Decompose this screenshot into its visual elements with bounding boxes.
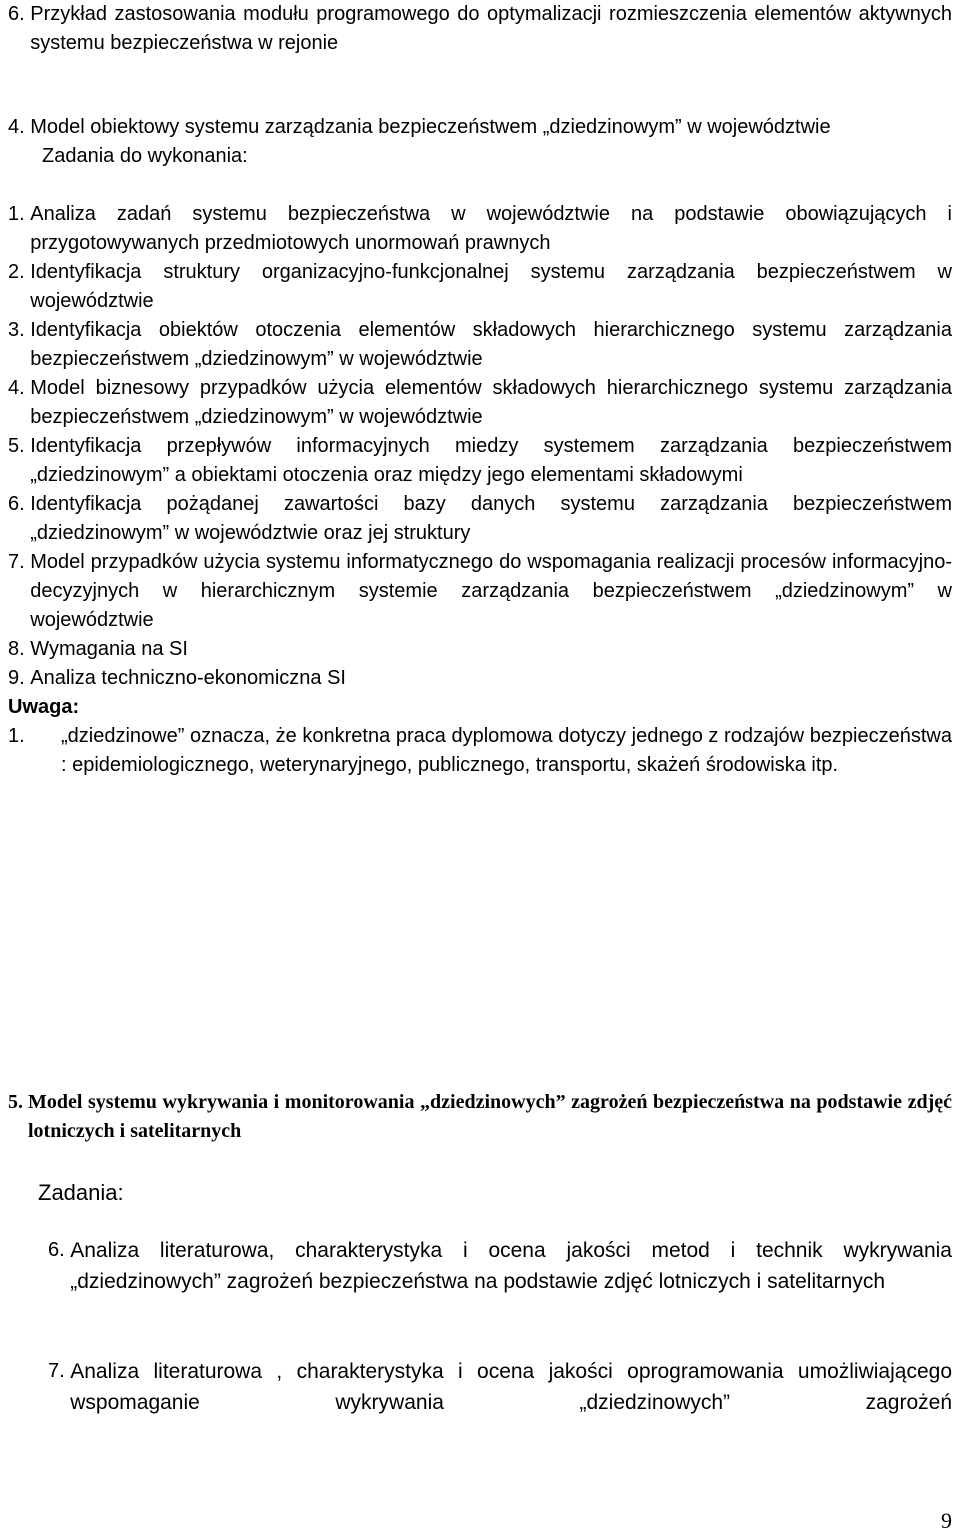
- item-number: 6.: [8, 493, 31, 515]
- list-item: [0, 432, 952, 490]
- section-number: 5.: [8, 1091, 28, 1113]
- item-text: Identyfikacja struktury organizacyjno-funkcjonalnej systemu zarządzania bezpieczeństwem w województwie: [30, 261, 952, 312]
- list-item: [0, 1235, 952, 1297]
- section-number: 6.: [8, 3, 31, 25]
- note-heading: Uwaga:: [8, 696, 80, 718]
- item-text: Identyfikacja przepływów informacyjnych miedzy systemem zarządzania bezpieczeństwem „dziedzinowym” a obiektami otoczenia oraz między jego elementami składowymi: [30, 435, 952, 486]
- list-item: [0, 200, 952, 258]
- item-text: Analiza literaturowa , charakterystyka i ocena jakości oprogramowania umożliwiającego wspomaganie wykrywania „dziedzinowych” zagrożeń: [70, 1360, 952, 1414]
- section-5-tasks-heading: [0, 1178, 960, 1207]
- tasks-heading: Zadania:: [38, 1180, 124, 1205]
- list-item: [0, 316, 952, 374]
- item-text: Model przypadków użycia systemu informatycznego do wspomagania realizacji procesów informacyjno-decyzyjnych w hierarchicznym systemie zarządzania bezpieczeństwem „dziedzinowym” w województwie: [30, 551, 952, 631]
- list-item: [0, 1356, 952, 1418]
- item-text: Identyfikacja pożądanej zawartości bazy danych systemu zarządzania bezpieczeństwem „dziedzinowym” w województwie oraz jej struktury: [30, 493, 952, 544]
- list-item: [0, 490, 952, 548]
- list-item: [0, 635, 952, 664]
- item-number: 5.: [8, 435, 31, 457]
- section-4-task-list: [0, 200, 960, 780]
- section-title: Przykład zastosowania modułu programowego do optymalizacji rozmieszczenia elementów aktywnych systemu bezpieczeństwa w rejonie: [30, 3, 952, 54]
- item-number: 8.: [8, 638, 31, 660]
- item-number: 9.: [8, 667, 31, 689]
- section-5-task-list-2: [0, 1356, 960, 1418]
- section-title: Model obiektowy systemu zarządzania bezpieczeństwem „dziedzinowym” w województwie: [30, 116, 831, 138]
- item-text: Model biznesowy przypadków użycia elementów składowych hierarchicznego systemu zarządzania bezpieczeństwem „dziedzinowym” w województwie: [30, 377, 952, 428]
- item-text: Analiza literaturowa, charakterystyka i ocena jakości metod i technik wykrywania „dziedzinowych” zagrożeń bezpieczeństwa na podstawie zdjęć lotniczych i satelitarnych: [70, 1239, 952, 1293]
- tasks-heading: Zadania do wykonania:: [42, 145, 248, 167]
- section-5-task-list: [0, 1235, 960, 1297]
- note-text: „dziedzinowe” oznacza, że konkretna praca dyplomowa dotyczy jednego z rodzajów bezpieczeństwa : epidemiologicznego, weterynaryjnego, publicznego, transportu, skażeń środowiska itp.: [61, 725, 952, 776]
- item-number: 6.: [48, 1239, 71, 1261]
- list-item: [0, 258, 952, 316]
- item-number: 4.: [8, 377, 31, 399]
- item-text: Wymagania na SI: [30, 638, 188, 660]
- item-number: 1.: [8, 203, 31, 225]
- page-number: 9: [941, 1508, 952, 1533]
- item-number: 7.: [8, 551, 31, 573]
- list-item: [0, 548, 952, 635]
- item-number: 3.: [8, 319, 31, 341]
- section-5: [0, 1088, 960, 1146]
- item-text: Analiza techniczno-ekonomiczna SI: [30, 667, 346, 689]
- item-text: Identyfikacja obiektów otoczenia elementów składowych hierarchicznego systemu zarządzania bezpieczeństwem „dziedzinowym” w województwie: [30, 319, 952, 370]
- list-item: [0, 374, 952, 432]
- note-item: [0, 722, 952, 780]
- note-number: 1.: [8, 725, 31, 747]
- item-number: 7.: [48, 1360, 71, 1382]
- item-text: Analiza zadań systemu bezpieczeństwa w województwie na podstawie obowiązujących i przygotowywanych przedmiotowych unormowań prawnych: [30, 203, 952, 254]
- item-number: 2.: [8, 261, 31, 283]
- list-item: [0, 664, 952, 693]
- section-number: 4.: [8, 116, 31, 138]
- section-6: [0, 0, 960, 58]
- section-title: Model systemu wykrywania i monitorowania „dziedzinowych” zagrożeń bezpieczeństwa na podstawie zdjęć lotniczych i satelitarnych: [28, 1091, 952, 1142]
- section-4: [0, 113, 960, 171]
